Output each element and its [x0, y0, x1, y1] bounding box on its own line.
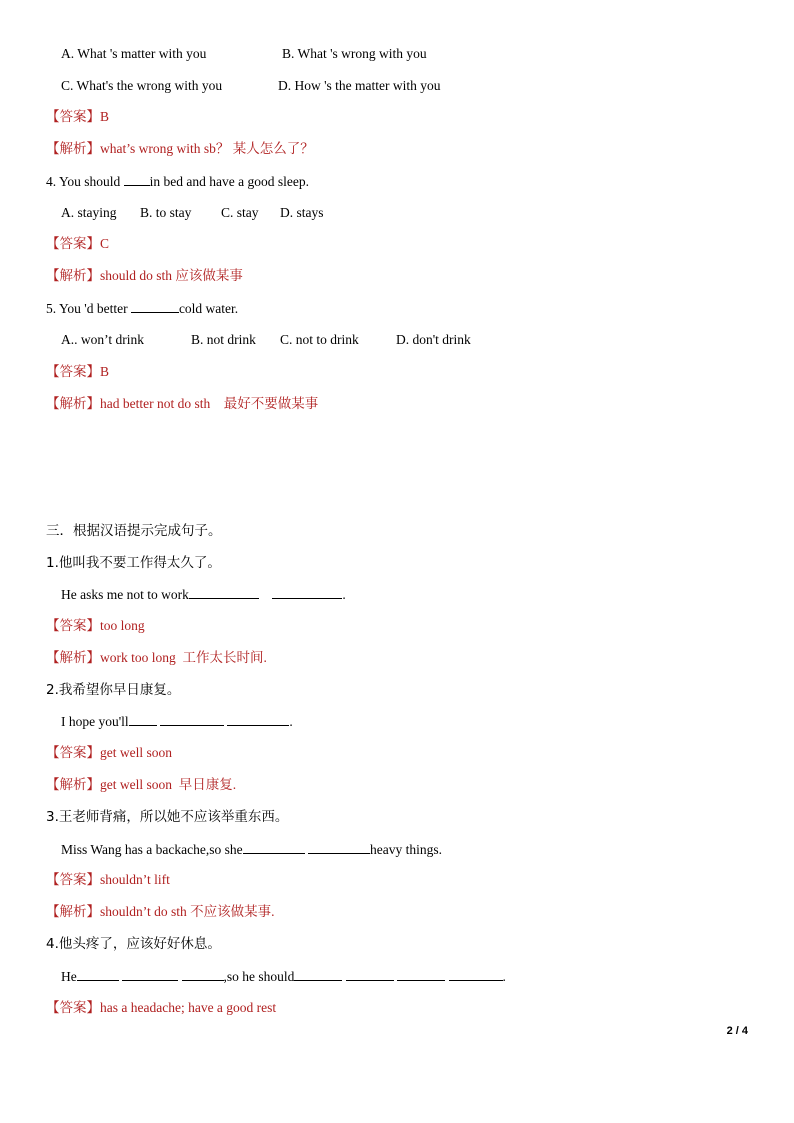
- question-number: 5.: [46, 301, 57, 316]
- answer-blank[interactable]: [129, 712, 157, 726]
- analysis-tag: 【解析】: [46, 268, 100, 284]
- sentence-2: [61, 712, 293, 731]
- analysis-line: [46, 395, 318, 413]
- sentence-1: [61, 585, 346, 604]
- answer-line: [46, 235, 109, 253]
- sentence-end: heavy things.: [370, 842, 442, 857]
- question-stem-before: You 'd better: [59, 301, 131, 316]
- analysis-text: shouldn’t do sth 不应该做某事.: [100, 904, 275, 919]
- answer-line: [46, 744, 172, 762]
- option-b: B. What 's wrong with you: [282, 46, 427, 61]
- sentence-text: I hope you'll: [61, 714, 129, 729]
- analysis-line: [46, 776, 236, 794]
- answer-line: [46, 108, 109, 126]
- answer-line: [46, 999, 276, 1017]
- sentence-mid: ,so he should: [223, 969, 295, 984]
- answer-tag: 【答案】: [46, 109, 100, 125]
- analysis-line: [46, 903, 275, 921]
- answer-text: too long: [100, 618, 145, 633]
- option-d: D. stays: [280, 205, 324, 220]
- analysis-tag: 【解析】: [46, 650, 100, 666]
- answer-text: B: [100, 364, 110, 379]
- sentence-prompt: 1.他叫我不要工作得太久了。: [46, 555, 221, 571]
- question-stem-before: You should: [59, 174, 124, 189]
- option-b: B. to stay: [140, 205, 192, 220]
- analysis-text: what’s wrong with sb？ 某人怎么了？: [100, 141, 314, 156]
- answer-blank[interactable]: [346, 967, 394, 981]
- sentence-prompt: 3.王老师背痛，所以她不应该举重东西。: [46, 809, 289, 825]
- analysis-tag: 【解析】: [46, 141, 100, 157]
- option-a: A. What 's matter with you: [61, 46, 207, 61]
- option-d: D. don't drink: [396, 332, 471, 347]
- answer-text: shouldn’t lift: [100, 872, 170, 887]
- answer-line: [46, 617, 145, 635]
- sentence-end: .: [342, 587, 346, 602]
- page-number: 2 / 4: [726, 1025, 748, 1037]
- analysis-text: work too long 工作太长时间.: [100, 650, 267, 665]
- answer-blank[interactable]: [397, 967, 445, 981]
- option-d: D. How 's the matter with you: [278, 78, 441, 93]
- option-c: C. What's the wrong with you: [61, 78, 223, 93]
- analysis-tag: 【解析】: [46, 777, 100, 793]
- analysis-line: [46, 649, 267, 667]
- answer-blank[interactable]: [189, 585, 259, 599]
- answer-tag: 【答案】: [46, 872, 100, 888]
- sentence-end: .: [289, 714, 293, 729]
- answer-tag: 【答案】: [46, 236, 100, 252]
- answer-blank[interactable]: [449, 967, 503, 981]
- answer-blank[interactable]: [131, 299, 179, 313]
- option-c: C. stay: [221, 205, 259, 220]
- option-b: B. not drink: [191, 332, 256, 347]
- sentence-text: He: [61, 969, 77, 984]
- option-a: A. staying: [61, 205, 117, 220]
- sentence-text: Miss Wang has a backache,so she: [61, 842, 243, 857]
- analysis-text: should do sth 应该做某事: [100, 268, 243, 283]
- option-a: A.. won’t drink: [61, 332, 144, 347]
- sentence-4: [61, 967, 506, 986]
- analysis-text: had better not do sth 最好不要做某事: [100, 396, 319, 411]
- section-title: 三．根据汉语提示完成句子。: [46, 523, 222, 539]
- sentence-text: He asks me not to work: [61, 587, 189, 602]
- answer-blank[interactable]: [122, 967, 178, 981]
- analysis-line: [46, 140, 314, 158]
- answer-blank[interactable]: [308, 840, 370, 854]
- answer-blank[interactable]: [124, 172, 150, 186]
- answer-blank[interactable]: [243, 840, 305, 854]
- answer-tag: 【答案】: [46, 745, 100, 761]
- answer-line: [46, 363, 109, 381]
- question-4: [46, 172, 309, 191]
- question-number: 4.: [46, 174, 57, 189]
- analysis-text: get well soon 早日康复.: [100, 777, 237, 792]
- sentence-prompt: 2.我希望你早日康复。: [46, 682, 181, 698]
- answer-blank[interactable]: [77, 967, 119, 981]
- analysis-line: [46, 267, 243, 285]
- question-stem-after: in bed and have a good sleep.: [149, 174, 309, 189]
- answer-text: B: [100, 109, 110, 124]
- sentence-end: .: [502, 969, 506, 984]
- answer-blank[interactable]: [160, 712, 224, 726]
- answer-text: has a headache; have a good rest: [100, 1000, 277, 1015]
- answer-line: [46, 871, 170, 889]
- option-c: C. not to drink: [280, 332, 359, 347]
- answer-text: get well soon: [100, 745, 172, 760]
- answer-tag: 【答案】: [46, 618, 100, 634]
- answer-blank[interactable]: [182, 967, 224, 981]
- answer-blank[interactable]: [272, 585, 342, 599]
- question-5: [46, 299, 238, 318]
- answer-text: C: [100, 236, 110, 251]
- sentence-prompt: 4.他头疼了，应该好好休息。: [46, 936, 221, 952]
- answer-blank[interactable]: [227, 712, 289, 726]
- answer-tag: 【答案】: [46, 1000, 100, 1016]
- answer-blank[interactable]: [294, 967, 342, 981]
- analysis-tag: 【解析】: [46, 904, 100, 920]
- question-stem-after: cold water.: [178, 301, 239, 316]
- sentence-3: [61, 840, 442, 859]
- analysis-tag: 【解析】: [46, 396, 100, 412]
- answer-tag: 【答案】: [46, 364, 100, 380]
